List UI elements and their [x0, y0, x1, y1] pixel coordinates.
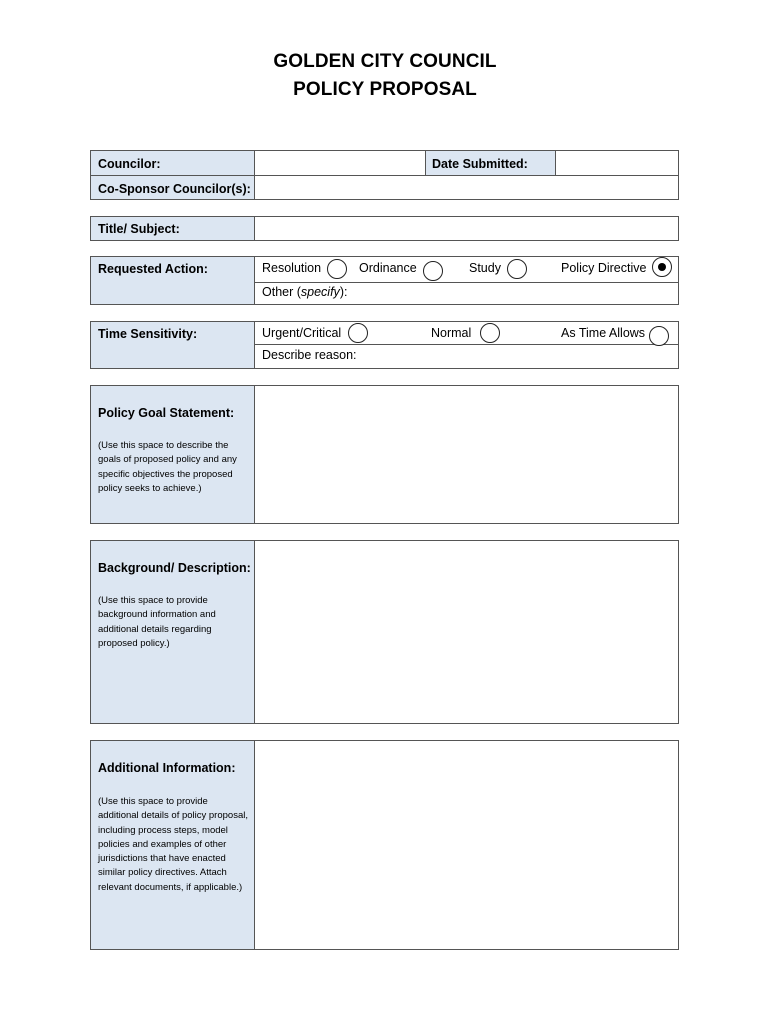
option-policy-directive-label: Policy Directive — [561, 261, 647, 275]
option-study-label: Study — [469, 261, 501, 275]
form-title-line2: POLICY PROPOSAL — [293, 79, 477, 100]
option-resolution-label: Resolution — [262, 261, 322, 275]
requested-action-block — [90, 256, 679, 305]
cosponsor-field[interactable] — [257, 176, 678, 200]
describe-reason-label: Describe reason: — [262, 348, 357, 362]
as-time-allows-radio[interactable] — [649, 326, 669, 346]
councilor-label: Councilor: — [98, 157, 161, 171]
additional-info-field[interactable] — [257, 741, 678, 949]
background-field[interactable] — [257, 541, 678, 723]
additional-info-block — [90, 740, 679, 950]
resolution-radio[interactable] — [327, 259, 347, 279]
requested-action-label: Requested Action: — [98, 262, 208, 276]
option-urgent-label: Urgent/Critical — [262, 326, 342, 340]
time-sensitivity-block — [90, 321, 679, 369]
date-submitted-field[interactable] — [556, 151, 678, 175]
additional-info-help: (Use this space to provide additional details of policy proposal, including process steps, model policies and examples of other jurisdictions that have enacted similar policy directives. Attach relevant documents, if applicable.) — [98, 796, 248, 893]
option-as-time-allows-label: As Time Allows — [561, 326, 646, 340]
policy-goal-help: (Use this space to describe the goals of proposed policy and any specific objectives the proposed policy seeks to achieve.) — [98, 440, 237, 494]
background-help: (Use this space to provide background information and additional details regarding proposed policy.) — [98, 595, 216, 649]
background-block — [90, 540, 679, 724]
councilor-block — [90, 150, 679, 200]
title-subject-label: Title/ Subject: — [98, 222, 180, 236]
cosponsor-label: Co-Sponsor Councilor(s): — [98, 182, 251, 196]
other-specify-label: Other (specify): — [262, 285, 348, 299]
option-ordinance-label: Ordinance — [359, 261, 417, 275]
date-submitted-label: Date Submitted: — [432, 157, 528, 171]
policy-goal-field[interactable] — [257, 386, 678, 523]
title-block — [90, 216, 679, 241]
form-title-line1: GOLDEN CITY COUNCIL — [273, 51, 497, 72]
other-specify-field[interactable] — [353, 283, 678, 304]
time-sensitivity-label: Time Sensitivity: — [98, 327, 198, 341]
option-normal-label: Normal — [431, 326, 472, 340]
policy-goal-block — [90, 385, 679, 524]
policy-goal-title: Policy Goal Statement: — [98, 406, 235, 420]
policy-directive-radio[interactable] — [652, 257, 672, 277]
describe-reason-field[interactable] — [361, 345, 678, 368]
ordinance-radio[interactable] — [423, 261, 443, 281]
normal-radio[interactable] — [480, 323, 500, 343]
additional-info-title: Additional Information: — [98, 761, 236, 775]
title-subject-field[interactable] — [257, 217, 678, 240]
urgent-radio[interactable] — [348, 323, 368, 343]
radio-dot — [658, 263, 666, 271]
councilor-field[interactable] — [257, 151, 425, 175]
study-radio[interactable] — [507, 259, 527, 279]
background-title: Background/ Description: — [98, 561, 251, 575]
